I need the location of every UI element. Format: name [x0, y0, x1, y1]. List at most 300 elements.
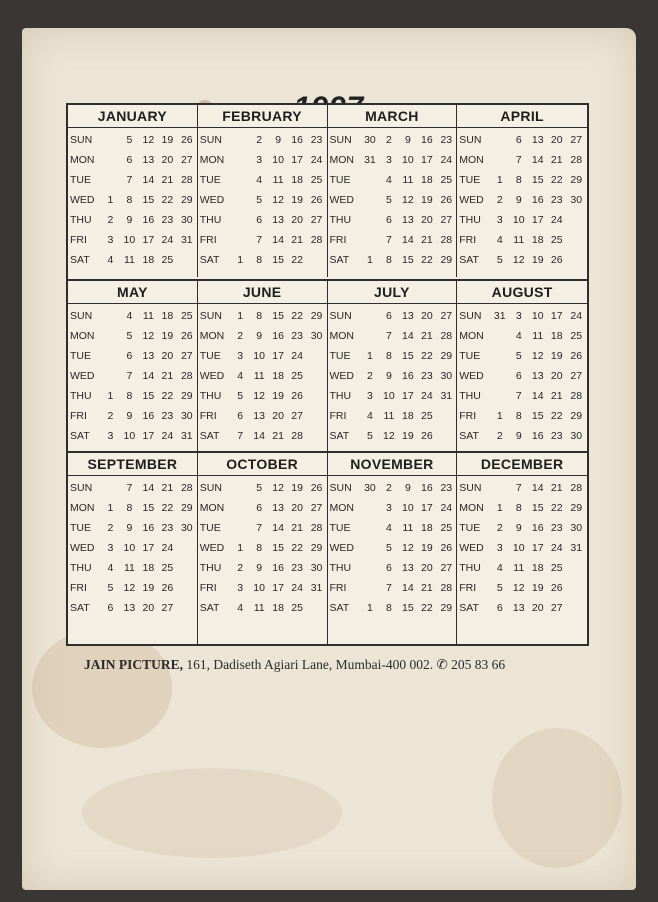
weekday-label: WED: [329, 542, 354, 554]
weekday-row: [457, 250, 587, 270]
day-number: 23: [310, 134, 323, 146]
weekday-label: MON: [199, 502, 225, 514]
weekday-row: [328, 578, 457, 598]
day-number: [307, 250, 327, 270]
weekday-label: TUE: [199, 350, 221, 362]
weekday-label: WED: [459, 542, 484, 554]
day-number: 6: [126, 154, 133, 166]
day-number: 23: [550, 430, 563, 442]
month-name: DECEMBER: [457, 453, 587, 476]
weekday-row: [198, 478, 327, 498]
day-number: 23: [291, 562, 303, 574]
day-number: 23: [550, 194, 563, 206]
day-number: 1: [496, 410, 503, 422]
day-number: 20: [291, 502, 303, 514]
day-number: 22: [420, 254, 433, 266]
weekday-label: SAT: [459, 254, 479, 266]
day-number: 21: [420, 234, 433, 246]
day-number: 8: [515, 502, 522, 514]
day-number: 9: [256, 330, 263, 342]
day-number: 16: [272, 330, 284, 342]
month-february: [198, 105, 328, 277]
month-name: FEBRUARY: [198, 105, 327, 128]
day-number: [436, 406, 456, 426]
weekday-label: THU: [70, 214, 92, 226]
weekday-row: [457, 150, 587, 170]
day-number: 15: [531, 502, 544, 514]
day-number: 19: [161, 134, 174, 146]
day-number: 31: [493, 310, 506, 322]
day-number: 20: [420, 310, 433, 322]
day-number: 9: [126, 522, 133, 534]
day-number: 28: [440, 582, 453, 594]
weekday-row: [328, 518, 457, 538]
day-number: 19: [272, 390, 284, 402]
day-number: 26: [440, 542, 453, 554]
weekday-label: MON: [329, 330, 354, 342]
day-number: 11: [402, 522, 414, 534]
day-number: 21: [550, 482, 563, 494]
day-number: 2: [385, 482, 392, 494]
day-number: [307, 386, 327, 406]
weekday-row: [328, 478, 457, 498]
day-number: 21: [161, 482, 174, 494]
weekday-row: [457, 346, 587, 366]
day-number: 15: [142, 502, 155, 514]
day-number: 14: [272, 234, 284, 246]
day-number: 16: [291, 134, 303, 146]
day-number: 20: [161, 350, 174, 362]
day-number: 1: [107, 390, 114, 402]
day-number: 13: [402, 214, 414, 226]
day-number: 16: [531, 522, 544, 534]
weekday-row: [457, 578, 587, 598]
weekday-row: [68, 326, 197, 346]
month-name: NOVEMBER: [328, 453, 457, 476]
day-number: 1: [367, 350, 373, 362]
weekday-row: [328, 230, 457, 250]
day-number: [307, 406, 327, 426]
day-number: 6: [385, 562, 392, 574]
month-name: MARCH: [328, 105, 457, 128]
day-number: 6: [256, 214, 263, 226]
day-number: 18: [420, 174, 433, 186]
day-number: 9: [515, 430, 522, 442]
day-number: 13: [402, 310, 414, 322]
day-number: 11: [123, 254, 135, 266]
day-number: 31: [310, 582, 323, 594]
day-number: [490, 326, 509, 346]
paper-stain: [32, 628, 172, 748]
day-number: 19: [402, 430, 414, 442]
day-number: 7: [237, 430, 244, 442]
day-number: 8: [385, 254, 392, 266]
day-number: [231, 210, 250, 230]
day-number: 1: [107, 502, 114, 514]
weekday-label: FRI: [329, 582, 347, 594]
weekday-label: MON: [199, 154, 225, 166]
day-number: 20: [550, 134, 563, 146]
weekday-label: SAT: [329, 430, 350, 442]
weekday-label: MON: [459, 330, 484, 342]
day-number: 2: [107, 410, 114, 422]
day-number: 28: [570, 154, 583, 166]
weekday-row: [198, 518, 327, 538]
weekday-label: WED: [199, 194, 225, 206]
day-number: 2: [107, 214, 114, 226]
day-number: [490, 478, 509, 498]
month-name: AUGUST: [457, 281, 587, 304]
day-number: 25: [440, 522, 453, 534]
day-number: 26: [550, 254, 563, 266]
row-divider: [68, 279, 587, 281]
day-number: 6: [237, 410, 244, 422]
day-number: 28: [291, 430, 303, 442]
day-number: 22: [291, 254, 303, 266]
day-number: 11: [142, 310, 154, 322]
day-number: 31: [180, 430, 193, 442]
day-number: 27: [570, 134, 583, 146]
weekday-row: [457, 518, 587, 538]
day-number: 24: [310, 154, 323, 166]
weekday-label: TUE: [329, 522, 351, 534]
day-number: 1: [367, 254, 373, 266]
weekday-row: [68, 306, 197, 326]
day-number: 9: [126, 214, 133, 226]
day-number: 24: [291, 350, 303, 362]
weekday-row: [68, 150, 197, 170]
day-number: 28: [570, 482, 583, 494]
day-number: 20: [550, 370, 563, 382]
day-number: 6: [385, 310, 392, 322]
day-number: 10: [253, 582, 265, 594]
month-september: [68, 453, 198, 644]
day-number: [360, 230, 379, 250]
day-number: 22: [550, 174, 563, 186]
day-number: 3: [496, 214, 503, 226]
weekday-row: [457, 426, 587, 446]
weekday-row: [198, 250, 327, 270]
weekday-row: [198, 326, 327, 346]
day-number: 21: [550, 154, 563, 166]
day-number: [566, 250, 586, 270]
day-number: 7: [126, 370, 133, 382]
day-number: 10: [402, 502, 414, 514]
day-number: [231, 498, 250, 518]
day-number: 21: [272, 430, 284, 442]
weekday-label: SUN: [199, 482, 222, 494]
day-number: 30: [180, 522, 193, 534]
day-number: 5: [367, 430, 373, 442]
day-number: 26: [161, 582, 174, 594]
day-number: 29: [570, 502, 583, 514]
day-number: [360, 210, 379, 230]
weekday-label: FRI: [459, 410, 477, 422]
day-number: 12: [253, 390, 265, 402]
weekday-row: [328, 250, 457, 270]
day-number: 18: [531, 562, 544, 574]
weekday-label: THU: [459, 214, 481, 226]
weekday-row: [198, 190, 327, 210]
weekday-label: WED: [459, 370, 484, 382]
weekday-label: TUE: [70, 174, 91, 186]
day-number: [360, 306, 379, 326]
day-number: 16: [531, 430, 544, 442]
day-number: [101, 130, 120, 150]
month-name: OCTOBER: [198, 453, 327, 476]
weekday-label: THU: [199, 390, 222, 402]
day-number: 5: [126, 134, 133, 146]
weekday-label: WED: [459, 194, 484, 206]
day-number: 23: [161, 214, 174, 226]
day-number: 20: [420, 214, 433, 226]
day-number: 18: [161, 310, 174, 322]
day-number: 24: [440, 154, 453, 166]
weekday-label: FRI: [459, 234, 477, 246]
day-number: [360, 498, 379, 518]
calendar-grid: [66, 103, 589, 646]
weekday-label: THU: [459, 562, 481, 574]
day-number: 7: [515, 390, 522, 402]
weekday-label: THU: [199, 214, 222, 226]
day-number: [101, 306, 120, 326]
row-divider: [68, 451, 587, 453]
day-number: 8: [256, 254, 263, 266]
day-number: 9: [404, 134, 411, 146]
paper-stain: [82, 768, 342, 858]
day-number: 16: [420, 134, 433, 146]
day-number: 24: [291, 582, 303, 594]
day-number: [436, 426, 456, 446]
day-number: 9: [404, 482, 411, 494]
day-number: [177, 598, 197, 618]
day-number: 3: [367, 390, 373, 402]
weekday-row: [68, 170, 197, 190]
day-number: [231, 150, 250, 170]
day-number: 27: [180, 154, 193, 166]
day-number: 14: [142, 174, 155, 186]
day-number: 30: [570, 194, 583, 206]
day-number: 19: [291, 482, 303, 494]
day-number: 25: [161, 562, 174, 574]
day-number: 1: [237, 254, 244, 266]
day-number: 11: [123, 562, 135, 574]
day-number: 27: [180, 350, 193, 362]
day-number: 9: [126, 410, 133, 422]
day-number: 7: [256, 522, 263, 534]
day-number: 25: [310, 174, 323, 186]
day-number: 30: [570, 430, 583, 442]
weekday-row: [68, 190, 197, 210]
day-number: 29: [570, 410, 583, 422]
day-number: 11: [513, 562, 525, 574]
day-number: 16: [402, 370, 414, 382]
day-number: 1: [237, 310, 244, 322]
weekday-label: THU: [329, 562, 352, 574]
day-number: 14: [402, 330, 414, 342]
day-number: 15: [531, 410, 544, 422]
weekday-label: SUN: [329, 134, 352, 146]
day-number: 23: [291, 330, 303, 342]
weekday-row: [328, 366, 457, 386]
day-number: 8: [385, 350, 392, 362]
day-number: 14: [253, 430, 265, 442]
day-number: 25: [161, 254, 174, 266]
day-number: [231, 518, 250, 538]
month-november: [328, 453, 458, 644]
weekday-row: [457, 190, 587, 210]
day-number: 30: [364, 482, 376, 494]
weekday-row: [328, 346, 457, 366]
weekday-label: SUN: [459, 482, 482, 494]
weekday-label: TUE: [329, 350, 351, 362]
day-number: 2: [237, 330, 244, 342]
day-number: 18: [420, 522, 433, 534]
weekday-row: [68, 130, 197, 150]
day-number: 19: [531, 582, 544, 594]
weekday-row: [457, 210, 587, 230]
weekday-label: FRI: [70, 582, 87, 594]
day-number: 10: [512, 214, 525, 226]
day-number: 3: [237, 582, 244, 594]
day-number: 28: [440, 330, 453, 342]
day-number: 14: [531, 390, 544, 402]
weekday-row: [328, 498, 457, 518]
day-number: 30: [180, 410, 193, 422]
day-number: 20: [142, 602, 155, 614]
month-april: [457, 105, 587, 277]
day-number: 24: [550, 214, 563, 226]
weekday-row: [198, 366, 327, 386]
weekday-row: [328, 210, 457, 230]
weekday-row: [328, 426, 457, 446]
day-number: 8: [126, 502, 133, 514]
day-number: 14: [142, 482, 155, 494]
day-number: 29: [310, 310, 323, 322]
day-number: [177, 538, 197, 558]
month-december: [457, 453, 587, 644]
day-number: 17: [402, 390, 414, 402]
day-number: 11: [402, 174, 414, 186]
day-number: 18: [142, 254, 155, 266]
day-number: 20: [531, 602, 544, 614]
day-number: 6: [126, 350, 133, 362]
day-number: 11: [253, 602, 265, 614]
day-number: 19: [420, 542, 433, 554]
day-number: 15: [272, 542, 284, 554]
weekday-label: TUE: [459, 350, 481, 362]
day-number: 30: [570, 522, 583, 534]
day-number: 3: [237, 350, 244, 362]
day-number: [566, 578, 586, 598]
weekday-label: TUE: [459, 522, 481, 534]
weekday-label: MON: [70, 154, 95, 166]
day-number: 26: [180, 134, 193, 146]
weekday-label: WED: [70, 194, 95, 206]
weekday-label: MON: [459, 502, 484, 514]
day-number: 12: [512, 582, 525, 594]
weekday-label: SAT: [329, 602, 350, 614]
weekday-row: [328, 130, 457, 150]
day-number: 12: [272, 482, 284, 494]
day-number: [177, 250, 197, 270]
weekday-row: [457, 598, 587, 618]
weekday-label: WED: [329, 194, 354, 206]
day-number: 10: [123, 542, 136, 554]
day-number: 12: [383, 430, 395, 442]
day-number: 3: [256, 154, 263, 166]
weekday-row: [68, 346, 197, 366]
day-number: 3: [107, 430, 114, 442]
weekday-row: [328, 170, 457, 190]
weekday-row: [457, 406, 587, 426]
day-number: 9: [256, 562, 263, 574]
weekday-row: [198, 406, 327, 426]
day-number: 19: [531, 254, 544, 266]
weekday-row: [68, 598, 197, 618]
day-number: 8: [126, 390, 133, 402]
weekday-row: [198, 230, 327, 250]
weekday-row: [198, 306, 327, 326]
weekday-row: [68, 366, 197, 386]
publisher-address: 161, Dadiseth Agiari Lane, Mumbai-400 002. ✆ 205 83 66: [183, 657, 506, 672]
day-number: 25: [180, 310, 193, 322]
weekday-label: MON: [329, 502, 354, 514]
day-number: 2: [496, 522, 503, 534]
publisher-name: JAIN PICTURE,: [84, 657, 184, 672]
day-number: [360, 558, 379, 578]
day-number: 2: [367, 370, 373, 382]
day-number: 12: [142, 330, 155, 342]
day-number: 11: [513, 234, 525, 246]
weekday-label: MON: [199, 330, 225, 342]
day-number: 25: [291, 602, 303, 614]
day-number: 13: [531, 134, 544, 146]
weekday-row: [198, 498, 327, 518]
day-number: 27: [550, 602, 563, 614]
day-number: 2: [237, 562, 244, 574]
day-number: 8: [515, 174, 522, 186]
day-number: [360, 326, 379, 346]
weekday-row: [68, 386, 197, 406]
weekday-label: SAT: [199, 254, 220, 266]
day-number: 9: [515, 522, 522, 534]
day-number: 25: [291, 370, 303, 382]
day-number: [360, 538, 379, 558]
day-number: 22: [550, 502, 563, 514]
weekday-label: TUE: [459, 174, 481, 186]
day-number: 7: [385, 330, 392, 342]
day-number: 7: [385, 582, 392, 594]
weekday-label: FRI: [70, 234, 87, 246]
day-number: 26: [570, 350, 583, 362]
day-number: 8: [256, 542, 263, 554]
day-number: 25: [550, 562, 563, 574]
weekday-row: [328, 406, 457, 426]
paper-stain: [492, 728, 622, 868]
day-number: 29: [180, 502, 193, 514]
day-number: 31: [570, 542, 583, 554]
weekday-label: THU: [199, 562, 222, 574]
day-number: 7: [515, 482, 522, 494]
day-number: 22: [161, 390, 174, 402]
day-number: [490, 130, 509, 150]
weekday-row: [68, 230, 197, 250]
day-number: 3: [107, 542, 114, 554]
day-number: 17: [291, 154, 303, 166]
day-number: 13: [253, 410, 265, 422]
weekday-row: [328, 538, 457, 558]
